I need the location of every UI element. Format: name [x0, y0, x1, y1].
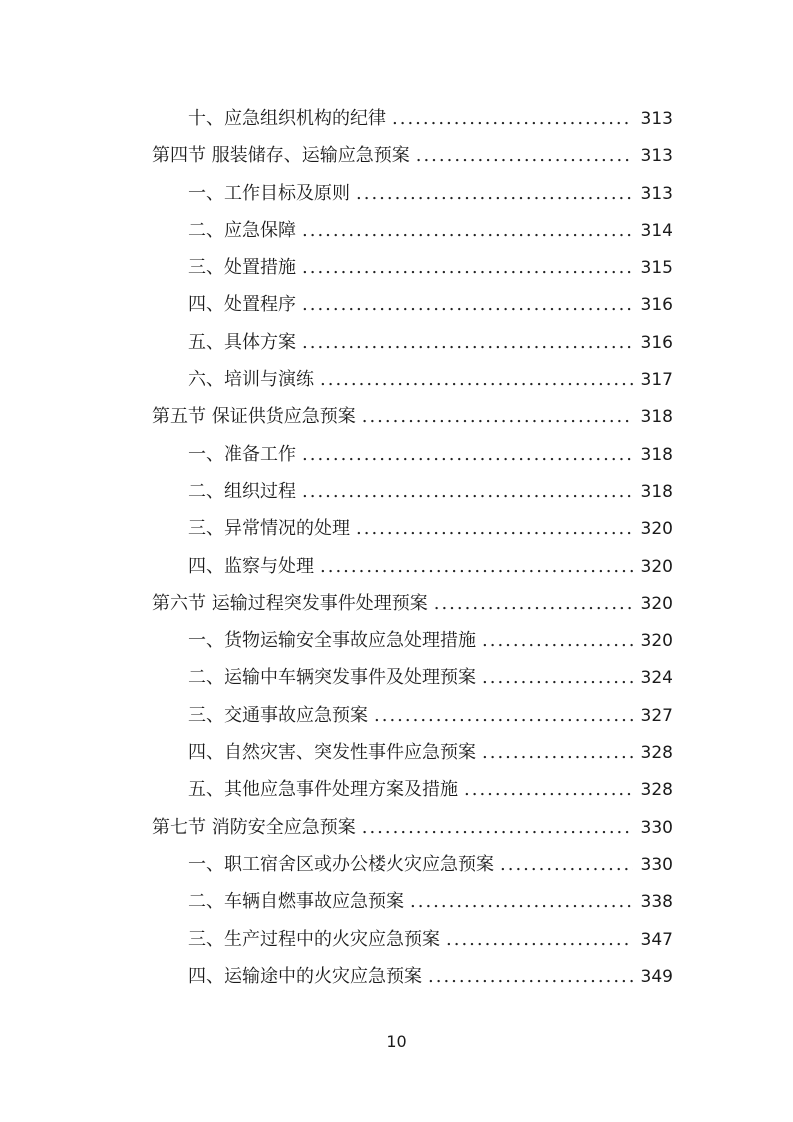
toc-entry-page-number: 327 [640, 705, 673, 726]
toc-entry-title: 一、职工宿舍区或办公楼火灾应急预案 [188, 853, 494, 875]
toc-dot-leader [320, 548, 633, 585]
toc-dot-leader [356, 510, 633, 547]
toc-entry-title: 六、培训与演练 [188, 369, 314, 391]
toc-dot-leader [356, 175, 633, 212]
toc-dot-leader [482, 659, 633, 696]
toc-subsection-entry[interactable] [152, 510, 673, 547]
toc-entry-title: 三、异常情况的处理 [188, 518, 350, 540]
toc-dot-leader [302, 324, 633, 361]
toc-section-entry[interactable] [152, 585, 673, 622]
toc-entry-page-number: 330 [640, 854, 673, 875]
toc-entry-page-number: 317 [640, 370, 673, 391]
toc-entry-page-number: 318 [640, 444, 673, 465]
toc-entry-title: 三、处置措施 [188, 257, 296, 279]
toc-dot-leader [410, 883, 633, 920]
toc-subsection-entry[interactable] [152, 883, 673, 920]
toc-subsection-entry[interactable] [152, 548, 673, 585]
toc-dot-leader [302, 249, 633, 286]
toc-entry-page-number: 320 [640, 556, 673, 577]
toc-entry-title: 三、生产过程中的火灾应急预案 [188, 928, 440, 950]
toc-entry-page-number: 324 [640, 668, 673, 689]
toc-entry-page-number: 318 [640, 481, 673, 502]
toc-dot-leader [362, 398, 633, 435]
toc-entry-title: 第七节 消防安全应急预案 [152, 816, 356, 838]
toc-subsection-entry[interactable] [152, 921, 673, 958]
toc-entry-title: 二、运输中车辆突发事件及处理预案 [188, 667, 476, 689]
toc-subsection-entry[interactable] [152, 659, 673, 696]
toc-subsection-entry[interactable] [152, 771, 673, 808]
toc-dot-leader [464, 771, 633, 808]
toc-entry-page-number: 313 [640, 109, 673, 129]
toc-entry-page-number: 320 [640, 519, 673, 540]
toc-entry-title: 第四节 服装储存、运输应急预案 [152, 145, 410, 167]
toc-subsection-entry[interactable] [152, 100, 673, 137]
toc-dot-leader [482, 734, 633, 771]
toc-entry-title: 一、准备工作 [188, 443, 296, 465]
toc-entry-page-number: 313 [640, 146, 673, 167]
toc-subsection-entry[interactable] [152, 958, 673, 995]
toc-entry-title: 二、应急保障 [188, 219, 296, 241]
toc-entry-page-number: 330 [640, 817, 673, 838]
toc-dot-leader [374, 697, 633, 734]
toc-entry-page-number: 328 [640, 743, 673, 764]
toc-entry-page-number: 316 [640, 332, 673, 353]
toc-entry-page-number: 314 [640, 220, 673, 241]
toc-entry-page-number: 320 [640, 593, 673, 614]
toc-dot-leader [446, 921, 633, 958]
toc-entry-title: 第六节 运输过程突发事件处理预案 [152, 592, 428, 614]
toc-subsection-entry[interactable] [152, 436, 673, 473]
toc-subsection-entry[interactable] [152, 473, 673, 510]
toc-entry-page-number: 313 [640, 183, 673, 204]
page-number: 10 [386, 1032, 407, 1051]
toc-subsection-entry[interactable] [152, 622, 673, 659]
toc-dot-leader [362, 809, 633, 846]
toc-dot-leader [500, 846, 633, 883]
table-of-contents [152, 100, 673, 995]
toc-entry-title: 二、车辆自燃事故应急预案 [188, 891, 404, 913]
toc-entry-page-number: 328 [640, 780, 673, 801]
toc-dot-leader [416, 137, 633, 174]
toc-entry-title: 四、监察与处理 [188, 555, 314, 577]
toc-entry-page-number: 338 [640, 892, 673, 913]
toc-subsection-entry[interactable] [152, 175, 673, 212]
toc-entry-page-number: 316 [640, 295, 673, 316]
toc-dot-leader [302, 436, 633, 473]
toc-dot-leader [434, 585, 633, 622]
toc-entry-title: 四、运输途中的火灾应急预案 [188, 965, 422, 987]
toc-dot-leader [482, 622, 633, 659]
toc-section-entry[interactable] [152, 398, 673, 435]
toc-entry-title: 一、货物运输安全事故应急处理措施 [188, 630, 476, 652]
toc-entry-page-number: 347 [640, 929, 673, 950]
toc-entry-title: 三、交通事故应急预案 [188, 704, 368, 726]
toc-entry-title: 二、组织过程 [188, 480, 296, 502]
toc-entry-title: 十、应急组织机构的纪律 [188, 108, 386, 129]
toc-entry-page-number: 349 [640, 966, 673, 987]
toc-dot-leader [302, 473, 633, 510]
toc-entry-title: 一、工作目标及原则 [188, 182, 350, 204]
toc-subsection-entry[interactable] [152, 212, 673, 249]
toc-dot-leader [320, 361, 633, 398]
toc-dot-leader [428, 958, 633, 995]
toc-subsection-entry[interactable] [152, 361, 673, 398]
toc-entry-title: 四、处置程序 [188, 294, 296, 316]
toc-entry-title: 第五节 保证供货应急预案 [152, 406, 356, 428]
toc-entry-page-number: 318 [640, 407, 673, 428]
toc-entry-page-number: 320 [640, 631, 673, 652]
toc-subsection-entry[interactable] [152, 286, 673, 323]
toc-entry-title: 四、自然灾害、突发性事件应急预案 [188, 742, 476, 764]
toc-subsection-entry[interactable] [152, 734, 673, 771]
toc-subsection-entry[interactable] [152, 249, 673, 286]
toc-entry-title: 五、其他应急事件处理方案及措施 [188, 779, 458, 801]
toc-subsection-entry[interactable] [152, 846, 673, 883]
toc-subsection-entry[interactable] [152, 324, 673, 361]
toc-dot-leader [392, 100, 633, 137]
toc-entry-page-number: 315 [640, 258, 673, 279]
toc-dot-leader [302, 212, 633, 249]
toc-dot-leader [302, 286, 633, 323]
toc-subsection-entry[interactable] [152, 697, 673, 734]
toc-section-entry[interactable] [152, 137, 673, 174]
toc-section-entry[interactable] [152, 809, 673, 846]
toc-entry-title: 五、具体方案 [188, 331, 296, 353]
